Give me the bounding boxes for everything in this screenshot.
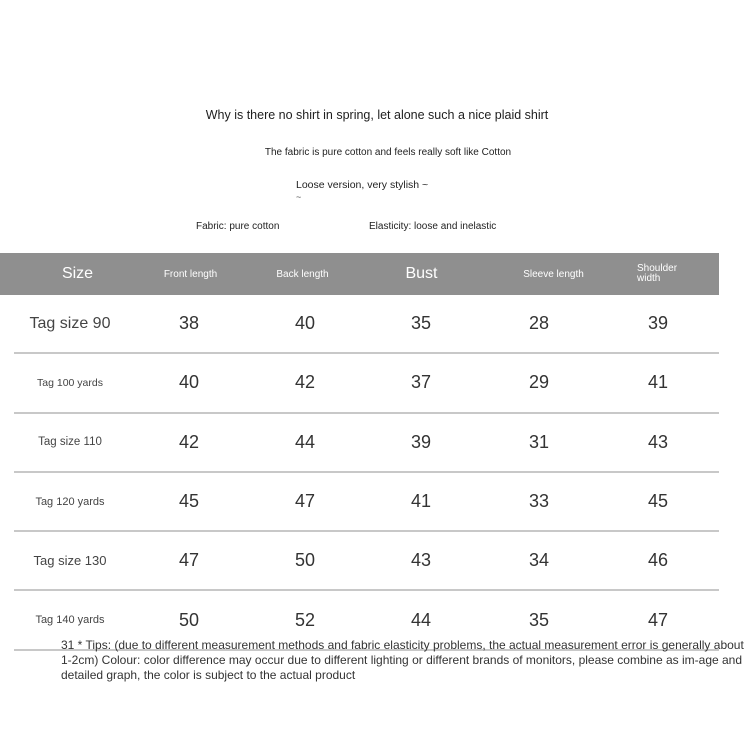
front-length-value: 50	[178, 609, 200, 630]
shoulder-width-value: 45	[647, 491, 669, 512]
size-label: Tag size 110	[38, 436, 102, 449]
back-length-value: 52	[294, 609, 316, 630]
sleeve-length-value: 28	[528, 313, 550, 334]
style-note-tilde: ~	[296, 192, 302, 202]
bust-value: 39	[410, 431, 432, 452]
bust-value: 41	[410, 491, 432, 512]
sleeve-length-value: 33	[528, 491, 550, 512]
shoulder-width-value: 41	[647, 372, 669, 393]
fabric-info: Fabric: pure cotton	[196, 221, 280, 232]
front-length-value: 47	[178, 550, 200, 571]
front-length-value: 42	[178, 431, 200, 452]
elasticity-info: Elasticity: loose and inelastic	[369, 221, 497, 232]
size-label: Tag size 130	[33, 553, 107, 569]
bust-value: 35	[410, 313, 432, 334]
back-length-value: 50	[294, 550, 316, 571]
back-length-value: 42	[294, 372, 316, 393]
sleeve-length-value: 35	[528, 609, 550, 630]
shoulder-width-value: 46	[647, 550, 669, 571]
front-length-value: 38	[178, 313, 200, 334]
style-note	[296, 179, 428, 203]
back-length-value: 40	[294, 313, 316, 334]
table-row	[14, 473, 719, 532]
table-header-row	[0, 253, 719, 295]
size-label: Tag size 90	[29, 314, 111, 332]
shoulder-width-value: 43	[647, 431, 669, 452]
table-row	[14, 295, 719, 354]
measurement-tips: 31 * Tips: (due to different measurement methods and fabric elasticity problems, the actual measurement error is generally about 1-2cm) Colour: color difference may occur due to different lighting or different brands of monitors, please combine as im-age and detailed graph, the color is subject to the actual product	[61, 638, 744, 682]
bust-value: 37	[410, 372, 432, 393]
header-back-length: Back length	[276, 268, 329, 280]
style-note-text: Loose version, very stylish ~	[296, 179, 429, 191]
bust-value: 43	[410, 550, 432, 571]
sleeve-length-value: 31	[528, 431, 550, 452]
bust-value: 44	[410, 609, 432, 630]
header-shoulder-width: Shoulder width	[637, 263, 678, 284]
sleeve-length-value: 29	[528, 372, 550, 393]
back-length-value: 44	[294, 431, 316, 452]
header-size: Size	[61, 265, 94, 282]
table-row	[14, 354, 719, 413]
size-chart-table	[0, 253, 719, 651]
sleeve-length-value: 34	[528, 550, 550, 571]
front-length-value: 45	[178, 491, 200, 512]
table-row	[14, 532, 719, 591]
back-length-value: 47	[294, 491, 316, 512]
size-label: Tag 100 yards	[37, 376, 103, 389]
fabric-description: The fabric is pure cotton and feels really soft like Cotton	[264, 147, 512, 158]
shoulder-width-value: 47	[647, 609, 669, 630]
header-bust: Bust	[405, 265, 438, 282]
header-sleeve-length: Sleeve length	[523, 268, 584, 280]
header-front-length: Front length	[163, 268, 218, 280]
shoulder-width-value: 39	[647, 313, 669, 334]
size-label: Tag 120 yards	[35, 495, 105, 508]
front-length-value: 40	[178, 372, 200, 393]
table-row	[14, 414, 719, 473]
size-label: Tag 140 yards	[35, 614, 105, 627]
page-headline: Why is there no shirt in spring, let alone such a nice plaid shirt	[205, 108, 549, 122]
